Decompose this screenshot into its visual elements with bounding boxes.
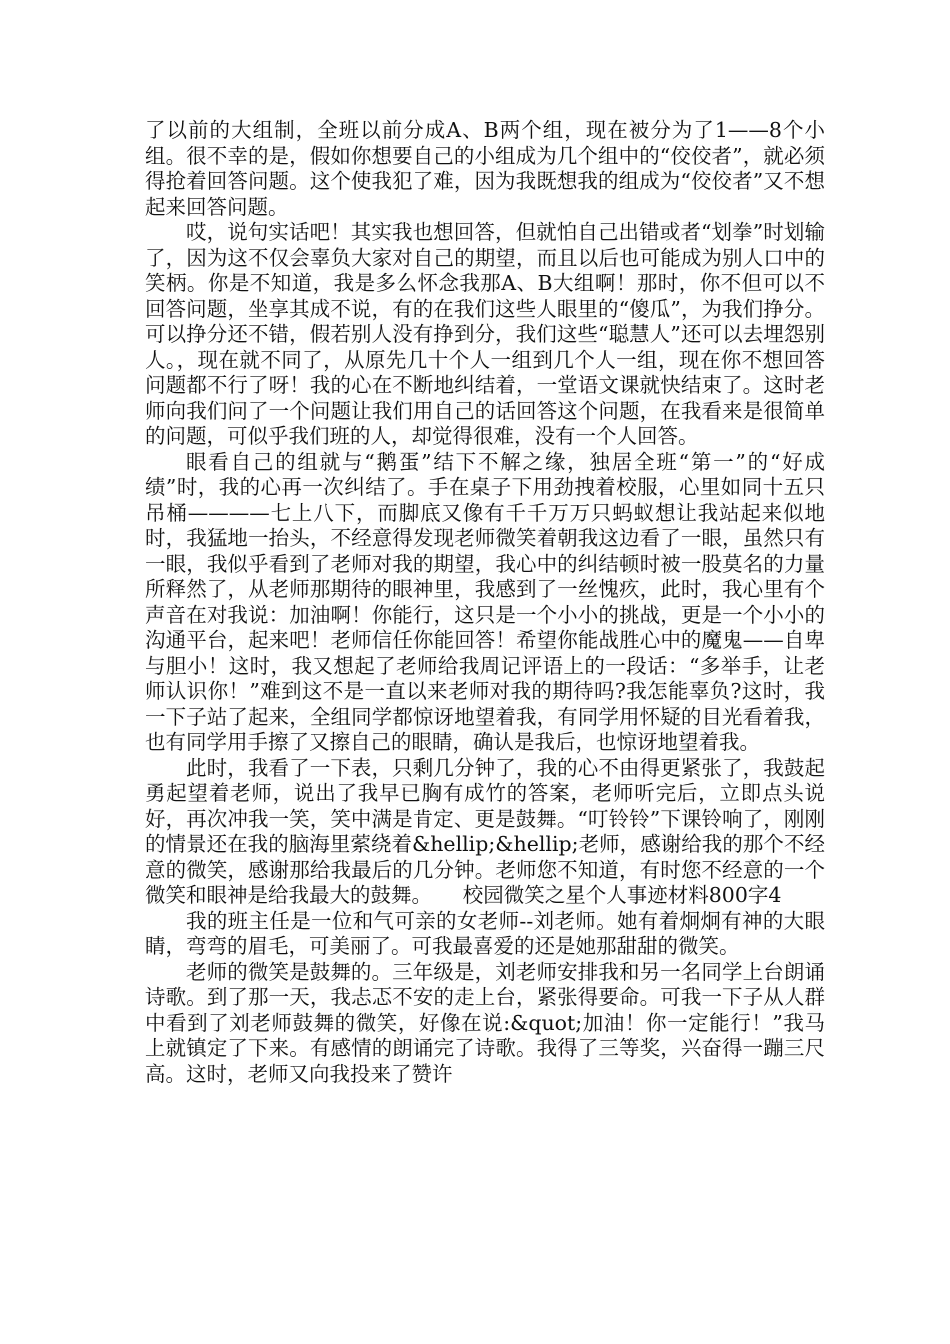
paragraph-1: 了以前的大组制，全班以前分成A、B两个组，现在被分为了1——8个小组。很不幸的是，假如你想要自己的小组成为几个组中的“佼佼者”，就必须得抢着回答问题。这个使我犯了难，因为我既想我的组成为“佼佼者”又不想起来回答问题。	[145, 118, 825, 219]
paragraph-2: 哎，说句实话吧！其实我也想回答，但就怕自己出错或者“划拳”时划输了，因为这不仅会辜负大家对自己的期望，而且以后也可能成为别人口中的笑柄。你是不知道，我是多么怀念我那A、B大组啊！那时，你不但可以不回答问题，坐享其成不说，有的在我们这些人眼里的“傻瓜”，为我们挣分。可以挣分还不错，假若别人没有挣到分，我们这些“聪慧人”还可以去埋怨别人。，现在就不同了，从原先几十个人一组到几个人一组，现在你不想回答问题都不行了呀！我的心在不断地纠结着，一堂语文课就快结束了。这时老师向我们问了一个问题让我们用自己的话回答这个问题，在我看来是很简单的问题，可似乎我们班的人，却觉得很难，没有一个人回答。	[145, 220, 825, 448]
document-body	[145, 118, 825, 1087]
paragraph-4: 此时，我看了一下表，只剩几分钟了，我的心不由得更紧张了，我鼓起勇起望着老师，说出了我早已胸有成竹的答案，老师听完后，立即点头说好，再次冲我一笑，笑中满是肯定、更是鼓舞。“叮铃铃”下课铃响了，刚刚的情景还在我的脑海里萦绕着&hellip;&hellip;老师，感谢给我的那个不经意的微笑，感谢那给我最后的几分钟。老师您不知道，有时您不经意的一个微笑和眼神是给我最大的鼓舞。 校园微笑之星个人事迹材料800字4	[145, 755, 825, 907]
paragraph-6: 老师的微笑是鼓舞的。三年级是，刘老师安排我和另一名同学上台朗诵诗歌。到了那一天，我忐忑不安的走上台，紧张得要命。可我一下子从人群中看到了刘老师鼓舞的微笑，好像在说:&quot;加油！你一定能行！”我马上就镇定了下来。有感情的朗诵完了诗歌。我得了三等奖，兴奋得一蹦三尺高。这时，老师又向我投来了赞许	[145, 959, 825, 1086]
paragraph-5: 我的班主任是一位和气可亲的女老师--刘老师。她有着炯炯有神的大眼睛，弯弯的眉毛，可美丽了。可我最喜爱的还是她那甜甜的微笑。	[145, 908, 825, 958]
paragraph-3: 眼看自己的组就与“鹅蛋”结下不解之缘，独居全班“第一”的“好成绩”时，我的心再一次纠结了。手在桌子下用劲拽着校服，心里如同十五只吊桶————七上八下，而脚底又像有千千万万只蚂蚁想让我站起来似地时，我猛地一抬头，不经意得发现老师微笑着朝我这边看了一眼，虽然只有一眼，我似乎看到了老师对我的期望，我心中的纠结顿时被一股莫名的力量所释然了，从老师那期待的眼神里，我感到了一丝愧疚，此时，我心里有个声音在对我说：加油啊！你能行，这只是一个小小的挑战，更是一个小小的沟通平台，起来吧！老师信任你能回答！希望你能战胜心中的魔鬼——自卑与胆小！这时，我又想起了老师给我周记评语上的一段话：“多举手，让老师认识你！”难到这不是一直以来老师对我的期待吗?我怎能辜负?这时，我一下子站了起来，全组同学都惊讶地望着我，有同学用怀疑的目光看着我，也有同学用手擦了又擦自己的眼睛，确认是我后，也惊讶地望着我。	[145, 449, 825, 754]
